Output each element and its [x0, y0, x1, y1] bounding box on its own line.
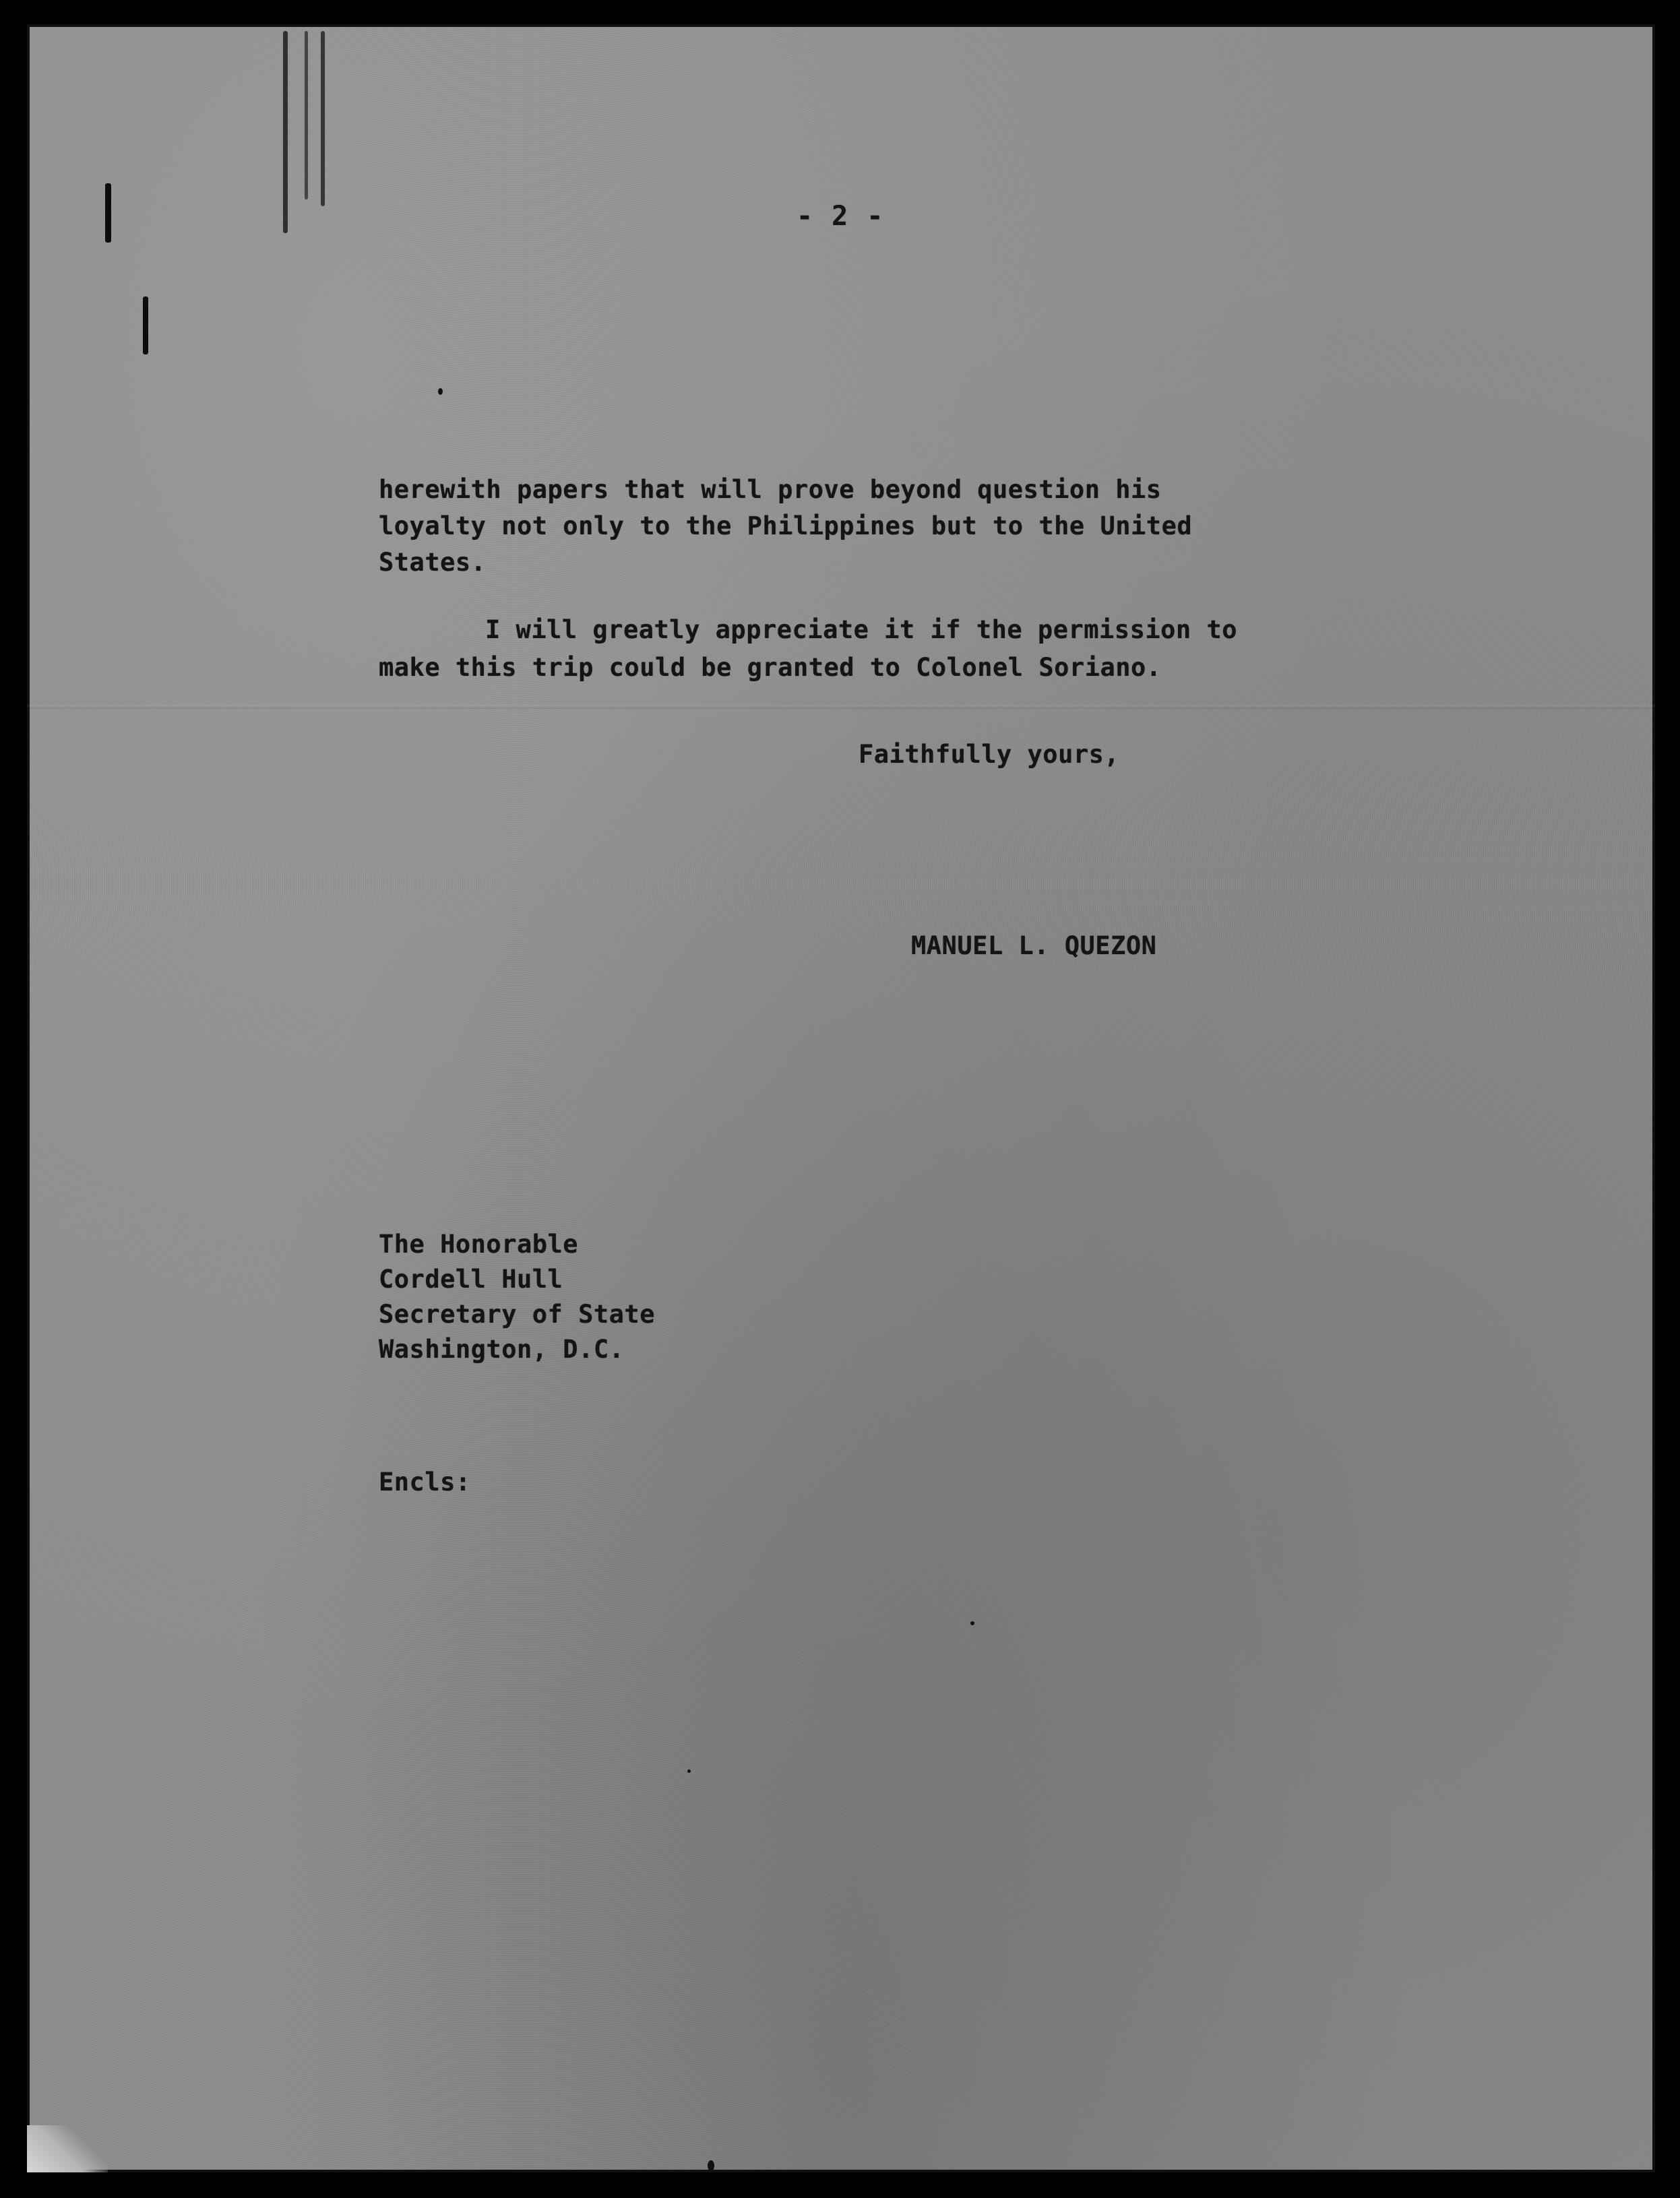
scan-speck	[708, 2160, 714, 2171]
scan-speck	[438, 388, 443, 395]
body-line: States.	[379, 548, 487, 577]
closing: Faithfully yours,	[859, 740, 1120, 769]
paper-crease	[27, 705, 1655, 709]
page-border	[27, 24, 1655, 2172]
page-number: - 2 -	[797, 201, 885, 232]
folded-corner	[27, 2125, 108, 2172]
scan-mark	[143, 296, 148, 354]
body-line: I will greatly appreciate it if the permission to	[485, 615, 1238, 644]
document-page	[27, 24, 1655, 2172]
scan-speck	[687, 1769, 691, 1773]
scan-mark	[105, 183, 111, 243]
address-line: Washington, D.C.	[379, 1335, 625, 1364]
scan-mark	[321, 31, 325, 206]
address-line: Cordell Hull	[379, 1265, 563, 1294]
scan-speck	[970, 1621, 974, 1625]
scan-mark	[305, 31, 308, 199]
body-line: make this trip could be granted to Colonel Soriano.	[379, 653, 1162, 682]
body-line: loyalty not only to the Philippines but to the United	[379, 511, 1193, 540]
address-line: Secretary of State	[379, 1300, 655, 1329]
body-line: herewith papers that will prove beyond question his	[379, 475, 1162, 504]
signature-name: MANUEL L. QUEZON	[911, 931, 1157, 960]
address-line: The Honorable	[379, 1230, 579, 1259]
enclosure-note: Encls:	[379, 1468, 471, 1497]
scan-mark	[283, 31, 288, 233]
